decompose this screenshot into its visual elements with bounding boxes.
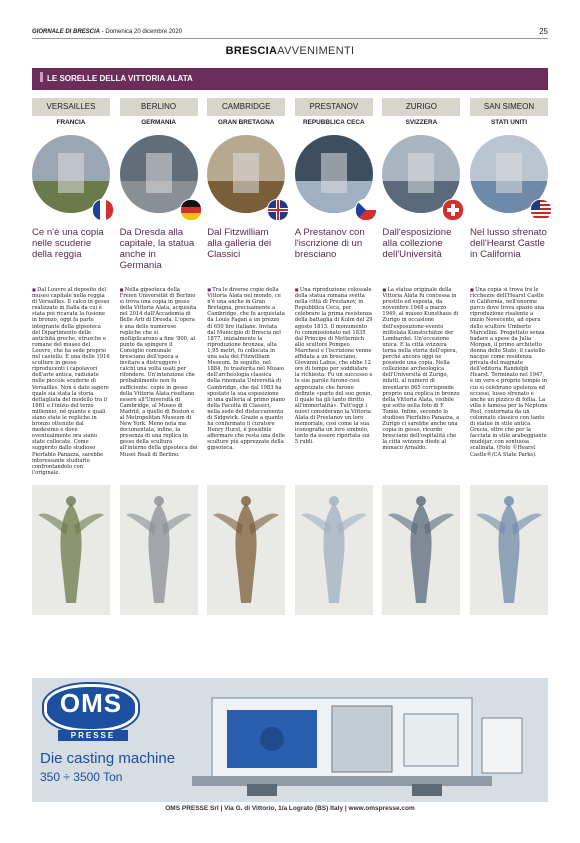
column-body: ■ Una copia si trova tra le ricchezze dell'Hearst Castle in California, nell'enorme parco dove trova spazio una riproduzione risalente a inizio Novecento, ad opera dello scultore Umberto Marcellini. Progettato senza badare a spese da Julia Morgan, il primo architetto donna dello Stato, il castello nacque come residenza privata del magnate dell'editoria Randolph Hearst. Terminato nel 1947, è un vero e proprio tempio in cui si celebrano opulenza ed eccessi, lusso sfrenato e anche un pizzico di follia. La villa è famosa per la Neptune Pool, contornata da un colonnato classico con tanto di statue in stile antica Grecia, oltre che per la facciata in stile arabeggiante mudéjar, con sontuosa scalinata. (Foto ©Hearst Castle®/CA State Parks). [470,287,548,477]
section-bold: BRESCIA [225,45,278,57]
column-body: ■ La statua originale della Vittoria Alata fu concessa in prestito ed esposta, da novembre 1948 a marzo 1949, al museo Kunsthaus di Zurigo in occasione dell'esposizione-evento intitolata Kunstschätze der Lombardei. Un'eccezione unica. E la città svizzera torna nella storia dell'opera, perché ancora oggi ne possiede una copia. Nella collezione archeologica dell'Università di Zurigo, infatti, al numero di inventario 865 corrisponde proprio una replica in bronzo della Vittoria Alata, visibile qui sotto nella foto di F. Tomio. Infine, secondo lo studioso Pierfabio Panazza, a Zurigo ci sarebbe anche una copia in gesso, ricordo bresciano dell'ospitalità che la città svizzera diede al monaco Arnaldo. [382,287,460,477]
story-column [295,98,373,658]
column-headline: Dall'esposizione alla collezione dell'Università [382,227,452,260]
column-city: VERSAILLES [32,98,110,116]
column-city: SAN SIMEON [470,98,548,116]
statue-photo [470,485,548,615]
column-country: FRANCIA [56,119,86,126]
masthead: GIORNALE DI BRESCIA - Domenica 20 dicembre 2020 [32,29,183,35]
column-country: GRAN BRETAGNA [218,119,275,126]
oms-presse-label: PRESSE [58,730,128,741]
column-body: ■ Nella gipsoteca della Freien Universität di Berlino si trova una copia in gesso della Vittoria Alata, acquisita nel 2014 dall'Accademia di Belle Arti di Dresda. L'opera è una delle numerose repliche che si moltiplicarono a fine '800, al punto da spingere il Consiglio comunale bresciano dell'epoca a invitare a distruggere i calchi una volta usati per rifondere. Un'intenzione che probabilmente non fu sufficiente: copie in gesso della Vittoria Alata risultano essere all'Università di Cambridge, al Museo di Madrid, a quello di Boston e al Metropolitan Museum di New York. Meno nota ma documentata, infine, la presenza di una replica in gesso della scultura all'interno della gipsoteca dei Musei Reali di Berlino. [120,287,198,477]
section-title [0,45,580,57]
statue-photo [32,485,110,615]
ad-tonnage: 350 ÷ 3500 Ton [40,770,123,784]
swiss-flag-icon [442,199,464,221]
column-country: STATI UNITI [491,119,527,126]
column-city: BERLINO [120,98,198,116]
uk-flag-icon [267,199,289,221]
column-country: REPUBBLICA CECA [303,119,365,126]
page-number: 25 [539,27,548,36]
column-country: GERMANIA [141,119,176,126]
column-city: ZURIGO [382,98,460,116]
section-normal: AVVENIMENTI [277,45,355,57]
statue-photo [207,485,285,615]
column-country: SVIZZERA [405,119,438,126]
story-column [207,98,285,658]
czech-flag-icon [355,199,377,221]
column-body: ■ Dal Louvre al deposito del museo capitale nella reggia di Versailles. Il calco in gesso realizzato in Italia da cui è stata poi ricavata la fusione in bronzo, oggi fa parte integrante della gipsoteca del Dipartimento delle antichità greche, etrusche e romane del museo del Louvre, che ha sede proprio nel castello. È una delle 1916 sculture in gesso riproducenti i capolavori dell'arte antica, radunate nelle piccole scuderie di Versailles. Non è dato sapere quale sia stata la storia dettagliata del modello tra il 1861 e l'inizio del terzo millennio, né quante e quali siano state le repliche in bronzo ottenute dal medesimo e dove eventualmente ora siano state collocate. Come suggerito dallo studioso Pierfabio Panazza, sarebbe interessante studiarlo confrontandolo con l'originale. [32,287,110,477]
column-headline: A Prestanov con l'iscrizione di un bresciano [294,227,365,260]
usa-flag-icon [530,199,552,221]
story-column [470,98,548,658]
column-body: ■ Tra le diverse copie della Vittoria Alata nel mondo, ce n'è una anche in Gran Bretagna, precisamente a Cambridge, che fu acquistata da Louis Fagan a un prezzo di 650 lire italiane. Inviata dal Municipio di Brescia nel 1877, inizialmente la riproduzione bronzea, alta 1,95 metri, fu collocata in una sala del Fitzwilliam Museum. In seguito, nel 1884, fu trasferita nel Museo dell'archeologia classica della rinomata Università di Cambridge, che dal 1983 ha spostato la sua esposizione in una galleria al primo piano della Facoltà di Classici, nella sede del distaccamento di Sidgwick. Grazie a quanto ha confermato il curatore Henry Hurst, è possibile affermare che resta una delle sculture più apprezzate della gipsoteca. [207,287,285,477]
story-column [32,98,110,658]
column-body: ■ Una riproduzione colossale della statua romana svetta nella città di Prestanov, in Repubblica Ceca, per celebrare la prima resistenza della battaglia di Kulm del 29 agosto 1813. Il monumento fu commissionato nel 1835 dal Principe di Metternich allo scultore Pompeo Marchesi e l'iscrizione venne affidata a un bresciano, Giovanni Labus, che ebbe 12 ore di tempo per soddisfare la richiesta. Fu un successo e le sue parole furono così apprezzate che furono definite «parto del suo genio, il quale ha gli tanto diritto all'immortalità». Tutt'oggi i nuovi considerano la Vittoria Alata di Prestanov un loro memoriale, così come la sua iconografia un loro simbolo, tanto da essere riportata sui 5 rubli. [295,287,373,477]
statue-photo [382,485,460,615]
column-headline: Nel lusso sfrenato dell'Hearst Castle in California [470,227,547,260]
story-column [382,98,460,658]
france-flag-icon [92,199,114,221]
column-city: PRESTANOV [295,98,373,116]
ad-tagline: Die casting machine [40,750,176,767]
header-rule [32,38,548,39]
statue-photo [120,485,198,615]
story-column [120,98,198,658]
issue-date: Domenica 20 dicembre 2020 [105,29,183,35]
oms-logo-text: OMS [59,688,123,718]
statue-photo [295,485,373,615]
ad-footer[interactable]: OMS PRESSE Srl | Via G. di Vittorio, 1/a Lograto (BS) Italy | www.omspresse.com [32,802,548,816]
column-headline: Dal Fitzwilliam alla galleria dei Classici [207,227,272,260]
germany-flag-icon [180,199,202,221]
column-headline: Da Dresda alla capitale, la statua anche in Germania [119,227,195,271]
paper-name: GIORNALE DI BRESCIA [32,29,101,35]
column-city: CAMBRIDGE [207,98,285,116]
story-banner: LE SORELLE DELLA VITTORIA ALATA [32,68,548,90]
column-headline: Ce n'è una copia nelle scuderie della reggia [32,227,104,260]
